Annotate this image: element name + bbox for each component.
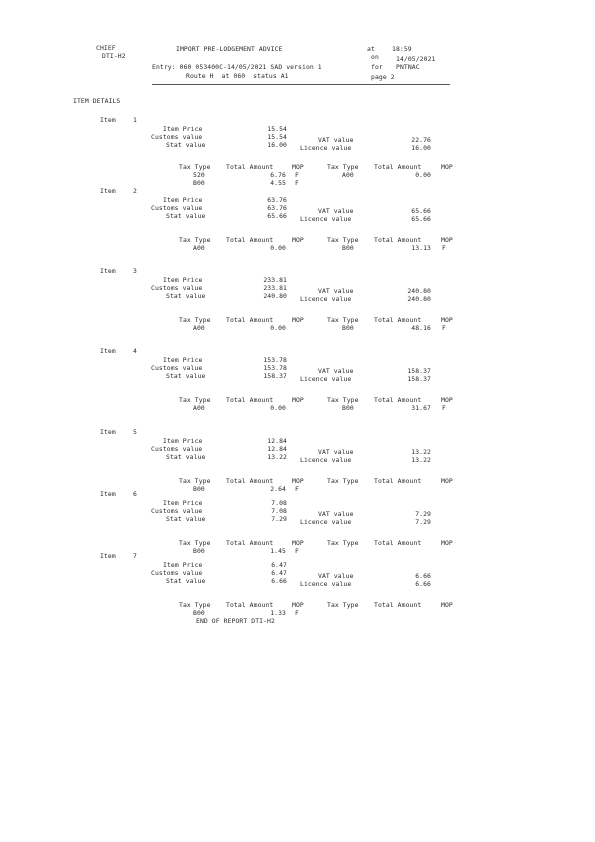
report-id: DTI-H2 [102,52,126,60]
item-price-value: 153.78 [263,356,287,364]
licence-value: 7.29 [415,518,431,526]
customs-value-label: Customs value [151,445,203,453]
customs-value-label: Customs value [151,204,203,212]
tax-type-header: Tax Type [327,601,359,609]
item-price-value: 7.08 [271,499,287,507]
item-label: Item [100,347,116,355]
for-label: for [371,63,383,71]
stat-value-label: Stat value [166,453,206,461]
licence-value-label: Licence value [300,456,352,464]
vat-value: 6.66 [415,572,431,580]
licence-value: 65.66 [411,215,431,223]
vat-value: 65.66 [411,207,431,215]
total-amount-header: Total Amount [374,539,422,547]
total-amount-header: Total Amount [374,163,422,171]
licence-value: 240.80 [407,295,431,303]
stat-value-label: Stat value [166,372,206,380]
tax-type-header: Tax Type [179,601,211,609]
licence-value: 6.66 [415,580,431,588]
tax-amount: 0.00 [415,171,431,179]
item-label: Item [100,490,116,498]
mop-header: MOP [441,601,453,609]
total-amount-header: Total Amount [226,396,274,404]
mop-header: MOP [292,601,304,609]
report-time: 18:59 [392,45,412,53]
stat-value: 240.80 [263,292,287,300]
total-amount-header: Total Amount [374,601,422,609]
entry-line: Entry: 060 053400C-14/05/2021 SAD version 1 [152,63,322,71]
customs-value: 153.78 [263,364,287,372]
section-title: ITEM DETAILS [73,97,121,105]
item-number: 1 [133,116,137,124]
tax-mop: F [442,244,446,252]
mop-header: MOP [441,396,453,404]
on-label: on [371,53,379,61]
vat-value: 13.22 [411,448,431,456]
tax-amount: 0.00 [270,404,286,412]
item-label: Item [100,552,116,560]
customs-value-label: Customs value [151,284,203,292]
item-number: 6 [133,490,137,498]
tax-amount: 1.45 [270,547,286,555]
item-label: Item [100,428,116,436]
tax-amount: 48.16 [411,324,431,332]
item-price-value: 15.54 [267,125,287,133]
tax-type: B00 [342,324,354,332]
mop-header: MOP [292,477,304,485]
tax-type-header: Tax Type [179,316,211,324]
item-price-value: 6.47 [271,561,287,569]
report-title: IMPORT PRE-LODGEMENT ADVICE [176,45,283,53]
item-price-label: Item Price [163,561,203,569]
customs-value-label: Customs value [151,133,203,141]
item-price-label: Item Price [163,125,203,133]
vat-value: 158.37 [407,367,431,375]
tax-mop: F [442,324,446,332]
tax-type-header: Tax Type [327,163,359,171]
tax-type: A00 [193,324,205,332]
vat-value: 7.29 [415,510,431,518]
for-value: PNTNAC [396,63,420,71]
item-label: Item [100,187,116,195]
tax-type: A00 [193,244,205,252]
tax-amount: 0.00 [270,324,286,332]
route-line: Route H at 060 status A1 [186,72,289,80]
tax-mop: F [295,547,299,555]
tax-type-header: Tax Type [327,236,359,244]
mop-header: MOP [292,236,304,244]
mop-header: MOP [292,539,304,547]
customs-value: 12.84 [267,445,287,453]
stat-value: 16.00 [267,141,287,149]
mop-header: MOP [292,396,304,404]
customs-value: 233.81 [263,284,287,292]
tax-type: B00 [193,485,205,493]
tax-type: B00 [342,404,354,412]
org-code: CHIEF [96,44,116,52]
customs-value: 15.54 [267,133,287,141]
item-price-label: Item Price [163,356,203,364]
total-amount-header: Total Amount [226,539,274,547]
customs-value-label: Customs value [151,364,203,372]
mop-header: MOP [441,477,453,485]
tax-type: A00 [193,404,205,412]
total-amount-header: Total Amount [226,601,274,609]
page-number: page 2 [371,73,395,81]
at-label: at [367,45,375,53]
item-label: Item [100,116,116,124]
tax-type-header: Tax Type [179,539,211,547]
mop-header: MOP [441,539,453,547]
stat-value-label: Stat value [166,212,206,220]
tax-amount: 1.33 [270,609,286,617]
tax-type: B00 [193,547,205,555]
licence-value-label: Licence value [300,580,352,588]
customs-value: 63.76 [267,204,287,212]
tax-type-header: Tax Type [327,477,359,485]
vat-value-label: VAT value [318,367,354,375]
stat-value: 13.22 [267,453,287,461]
stat-value-label: Stat value [166,577,206,585]
total-amount-header: Total Amount [374,316,422,324]
mop-header: MOP [441,163,453,171]
vat-value-label: VAT value [318,572,354,580]
stat-value: 65.66 [267,212,287,220]
licence-value-label: Licence value [300,295,352,303]
item-label: Item [100,267,116,275]
stat-value: 6.66 [271,577,287,585]
vat-value: 240.80 [407,287,431,295]
vat-value-label: VAT value [318,287,354,295]
tax-type: A00 [342,171,354,179]
licence-value: 158.37 [407,375,431,383]
licence-value-label: Licence value [300,144,352,152]
licence-value: 13.22 [411,456,431,464]
tax-mop: F [295,485,299,493]
vat-value-label: VAT value [318,510,354,518]
tax-mop: F [295,171,299,179]
tax-amount: 2.64 [270,485,286,493]
tax-amount: 0.00 [270,244,286,252]
tax-type-header: Tax Type [179,236,211,244]
item-number: 5 [133,428,137,436]
item-price-value: 63.76 [267,196,287,204]
report-date: 14/05/2021 [396,55,436,63]
mop-header: MOP [292,163,304,171]
vat-value-label: VAT value [318,136,354,144]
vat-value: 22.76 [411,136,431,144]
total-amount-header: Total Amount [226,477,274,485]
total-amount-header: Total Amount [226,163,274,171]
item-price-value: 12.84 [267,437,287,445]
stat-value-label: Stat value [166,515,206,523]
tax-type-header: Tax Type [179,396,211,404]
vat-value-label: VAT value [318,448,354,456]
tax-mop: F [295,179,299,187]
tax-mop: F [295,609,299,617]
licence-value-label: Licence value [300,518,352,526]
tax-type: B00 [342,244,354,252]
licence-value: 16.00 [411,144,431,152]
stat-value: 7.29 [271,515,287,523]
licence-value-label: Licence value [300,375,352,383]
customs-value-label: Customs value [151,507,203,515]
item-price-label: Item Price [163,196,203,204]
tax-amount: 4.55 [270,179,286,187]
tax-type-header: Tax Type [179,477,211,485]
item-price-value: 233.81 [263,276,287,284]
stat-value-label: Stat value [166,292,206,300]
tax-amount: 13.13 [411,244,431,252]
customs-value: 6.47 [271,569,287,577]
mop-header: MOP [441,236,453,244]
total-amount-header: Total Amount [374,477,422,485]
total-amount-header: Total Amount [226,236,274,244]
item-number: 2 [133,187,137,195]
total-amount-header: Total Amount [374,236,422,244]
item-price-label: Item Price [163,276,203,284]
item-number: 7 [133,552,137,560]
mop-header: MOP [292,316,304,324]
item-price-label: Item Price [163,437,203,445]
item-price-label: Item Price [163,499,203,507]
item-number: 3 [133,267,137,275]
tax-type: B00 [193,179,205,187]
tax-type-header: Tax Type [327,396,359,404]
tax-type: 520 [193,171,205,179]
tax-type: B00 [193,609,205,617]
mop-header: MOP [441,316,453,324]
customs-value: 7.08 [271,507,287,515]
stat-value: 158.37 [263,372,287,380]
total-amount-header: Total Amount [374,396,422,404]
total-amount-header: Total Amount [226,316,274,324]
stat-value-label: Stat value [166,141,206,149]
tax-type-header: Tax Type [327,316,359,324]
customs-value-label: Customs value [151,569,203,577]
tax-type-header: Tax Type [179,163,211,171]
tax-mop: F [442,404,446,412]
licence-value-label: Licence value [300,215,352,223]
tax-amount: 31.67 [411,404,431,412]
tax-type-header: Tax Type [327,539,359,547]
header-rule [152,84,450,85]
vat-value-label: VAT value [318,207,354,215]
end-of-report: END OF REPORT DTI-H2 [196,617,275,625]
tax-amount: 6.76 [270,171,286,179]
item-number: 4 [133,347,137,355]
